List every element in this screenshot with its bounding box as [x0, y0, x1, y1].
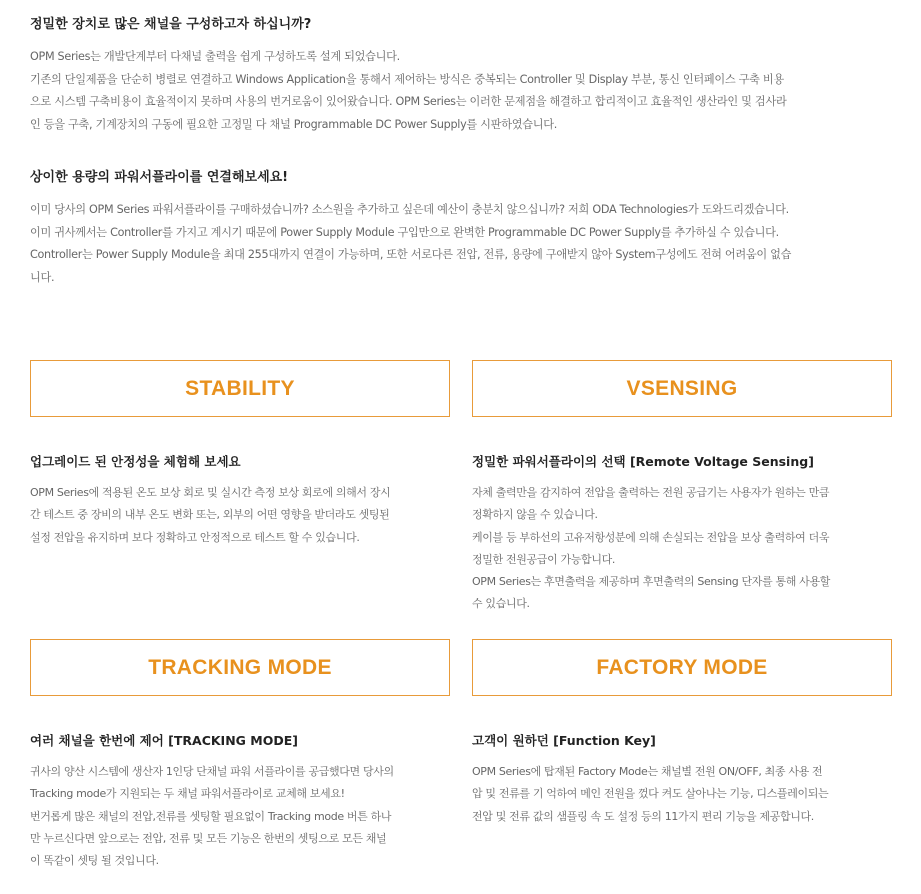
feature-desc-vsensing	[472, 482, 912, 616]
feature-subtitle-factory-mode: 고객이 원하던 [Function Key]	[472, 733, 656, 748]
feature-box-tracking-mode: TRACKING MODE	[30, 639, 450, 696]
feature-desc-tracking-mode	[30, 761, 470, 872]
section-stacking-channels	[30, 13, 892, 136]
desc-line: 자체 출력만을 감지하여 전압을 출력하는 전원 공급기는 사용자가 원하는 만큼	[472, 486, 830, 499]
feature-box-factory-mode: FACTORY MODE	[472, 639, 892, 696]
body-line: OPM Series는 개발단계부터 다채널 출력을 쉽게 구성하도록 설계 되었습니다.	[30, 50, 400, 63]
section-title: 정밀한 장치로 많은 채널을 구성하고자 하십니까?	[30, 17, 312, 32]
body-line: 이미 당사의 OPM Series 파워서플라이를 구매하셨습니까? 소스원을 추가하고 싶은데 예산이 충분치 않으십니까? 저희 ODA Technologies가 도와드리겠습니다.	[30, 203, 789, 216]
desc-line: 귀사의 양산 시스템에 생산자 1인당 단채널 파워 서플라이를 공급했다면 당사의	[30, 765, 394, 778]
desc-line: 만 누르신다면 앞으로는 전압, 전류 및 모든 기능은 한번의 셋팅으로 모든 채널	[30, 831, 387, 845]
body-line: 으로 시스템 구축비용이 효율적이지 못하며 사용의 번거로움이 있어왔습니다. OPM Series는 이러한 문제점을 해결하고 합리적이고 효율적인 생산라인 및 검사라	[30, 95, 787, 108]
feature-desc-factory-mode	[472, 761, 912, 828]
desc-line: 케이블 등 부하선의 고유저항성분에 의해 손실되는 전압을 보상 출력하여 더욱	[472, 530, 830, 544]
desc-line: 압 및 전류를 기 억하여 메인 전원을 껐다 켜도 살아나는 기능, 디스플레이되는	[472, 787, 829, 801]
feature-box-stability: STABILITY	[30, 360, 450, 417]
body-line: Controller는 Power Supply Module을 최대 255대까지 연결이 가능하며, 또한 서로다른 전압, 전류, 용량에 구애받지 않아 System구성에도 전혀 어려움이 없습	[30, 248, 792, 261]
section-mixed-capacity	[30, 166, 892, 289]
body-line: 이미 귀사께서는 Controller를 가지고 계시기 때문에 Power Supply Module 구입만으로 완벽한 Programmable DC Power Supply를 추가하실 수 있습니다.	[30, 225, 779, 239]
desc-line: 번거롭게 많은 채널의 전압,전류를 셋팅할 필요없이 Tracking mode 버튼 하나	[30, 809, 392, 823]
desc-line: OPM Series에 적용된 온도 보상 회로 및 실시간 측정 보상 회로에 의해서 장시	[30, 486, 391, 499]
feature-desc-stability	[30, 482, 470, 549]
body-line: 기존의 단일제품을 단순히 병렬로 연결하고 Windows Application을 통해서 제어하는 방식은 중복되는 Controller 및 Display 부분, 통신 인터페이스 구축 비용	[30, 72, 784, 86]
desc-line: OPM Series에 탑재된 Factory Mode는 채널별 전원 ON/OFF, 최종 사용 전	[472, 765, 823, 778]
desc-line: 이 똑같이 셋팅 될 것입니다.	[30, 854, 159, 868]
section-body	[30, 199, 892, 289]
feature-subtitle-vsensing: 정밀한 파워서플라이의 선택 [Remote Voltage Sensing]	[472, 454, 814, 469]
desc-line: 전압 및 전류 값의 샘플링 속 도 설정 등의 11가지 편리 기능을 제공합니다.	[472, 809, 814, 823]
desc-line: 수 있습니다.	[472, 597, 530, 611]
section-title: 상이한 용량의 파워서플라이를 연결해보세요!	[30, 170, 289, 185]
feature-subtitle-tracking-mode: 여러 채널을 한번에 제어 [TRACKING MODE]	[30, 733, 298, 748]
feature-box-vsensing: VSENSING	[472, 360, 892, 417]
desc-line: 정밀한 전원공급이 가능합니다.	[472, 552, 616, 566]
body-line: 인 등을 구축, 기계장치의 구동에 필요한 고정밀 다 채널 Programmable DC Power Supply를 시판하였습니다.	[30, 117, 557, 131]
desc-line: 설정 전압을 유지하며 보다 정확하고 안정적으로 테스트 할 수 있습니다.	[30, 530, 360, 544]
body-line: 니다.	[30, 270, 55, 284]
desc-line: Tracking mode가 지원되는 두 채널 파워서플라이로 교체해 보세요!	[30, 787, 345, 801]
section-body	[30, 46, 892, 136]
desc-line: 간 테스트 중 장비의 내부 온도 변화 또는, 외부의 어떤 영향을 받더라도 셋팅된	[30, 508, 390, 522]
desc-line: 정확하지 않을 수 있습니다.	[472, 508, 598, 522]
desc-line: OPM Series는 후면출력을 제공하며 후면출력의 Sensing 단자를 통해 사용할	[472, 575, 830, 589]
feature-subtitle-stability: 업그레이드 된 안정성을 체험해 보세요	[30, 454, 241, 469]
